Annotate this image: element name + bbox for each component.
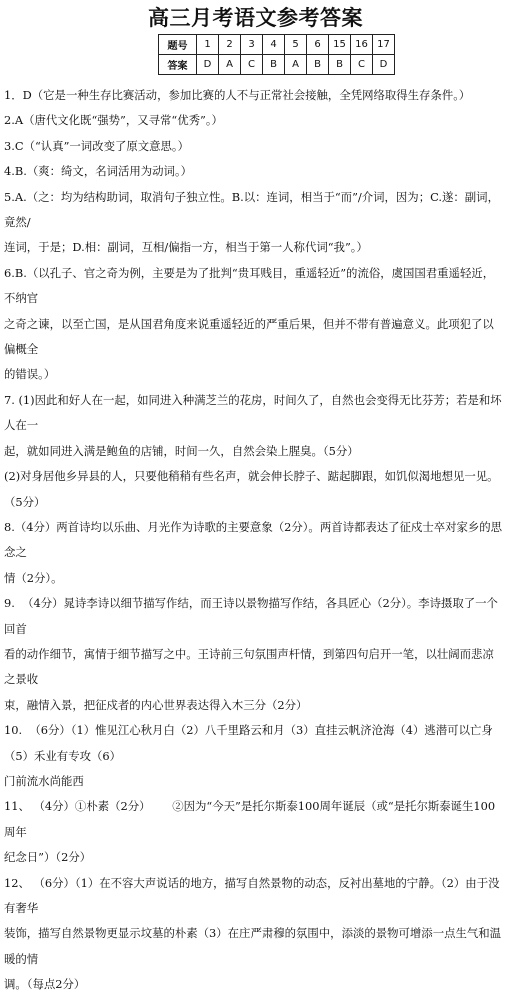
- text-line: (2)对身居他乡异县的人，只要他稍稍有些名声，就会伸长脖子、踮起脚跟，如饥似渴地想见一见。（5分）: [4, 469, 499, 509]
- text-line: 12、 （6分）（1）在不容大声说话的地方，描写自然景物的动态，反衬出墓地的宁静。（2）由于没有奢华: [4, 875, 500, 915]
- text-line: 8.（4分）两首诗均以乐曲、月光作为诗歌的主要意象（2分）。两首诗都表达了征戍士卒对家乡的思念之: [4, 519, 503, 560]
- answer-cell: C: [351, 55, 373, 75]
- answer-cell: C: [241, 55, 263, 75]
- text-line: 门前流水尚能西: [4, 773, 84, 788]
- answer-cell: A: [285, 55, 307, 75]
- text-line: 情（2分）。: [4, 570, 63, 585]
- text-line: 2.A（唐代文化既“强势”，又寻常“优秀”。）: [4, 113, 223, 128]
- answer-table: [158, 34, 395, 75]
- question-number-cell: 3: [241, 35, 263, 55]
- text-line: 起，就如同进入满是鲍鱼的店铺，时间一久，自然会染上腥臭。（5分）: [4, 443, 359, 458]
- text-line: 6.B.（以孔子、官之奇为例，主要是为了批判“贵耳贱目，重遥轻近”的流俗，虞国国君重遥轻近，不纳官: [4, 265, 495, 306]
- question-number-cell: 15: [329, 35, 351, 55]
- question-number-cell: 16: [351, 35, 373, 55]
- text-line: 的错误。）: [4, 367, 56, 382]
- answer-cell: B: [263, 55, 285, 75]
- question-number-cell: 17: [373, 35, 395, 55]
- row-header-answers: 答案: [159, 55, 197, 75]
- answer-body: [4, 83, 504, 998]
- question-number-cell: 4: [263, 35, 285, 55]
- text-line: 装饰，描写自然景物更显示坟墓的朴素（3）在庄严肃穆的氛围中，添淡的景物可增添一点生气和温暖的情: [4, 926, 502, 966]
- question-number-cell: 6: [307, 35, 329, 55]
- answer-cell: B: [329, 55, 351, 75]
- table-row-answers: [159, 55, 395, 75]
- text-line: 连词，于是；D.相：副词，互相/偏指一方，相当于第一人称代词“我”。）: [4, 240, 368, 255]
- text-line: 看的动作细节，寓情于细节描写之中。王诗前三句氛围声杆情，到第四句启开一笔，以壮阔而悲凉之景收: [4, 646, 494, 687]
- page-title: 高三月考语文参考答案: [148, 5, 363, 30]
- row-header-numbers: 题号: [159, 35, 197, 55]
- text-line: 10. （6分）（1）惟见江心秋月白（2）八千里路云和月（3）直挂云帆济沧海（4）逃潜可以亡身（5）禾业有专攻（6）: [4, 723, 493, 763]
- question-number-cell: 2: [219, 35, 241, 55]
- text-line: 1．D（它是一种生存比赛活动，参加比赛的人不与正常社会接触，全凭网络取得生存条件。）: [4, 88, 471, 102]
- question-number-cell: 5: [285, 35, 307, 55]
- text-line: 4.B.（爽：绮文，名词活用为动词。）: [4, 164, 193, 179]
- answer-cell: D: [373, 55, 395, 75]
- text-line: 9. （4分）晁诗李诗以细节描写作结，而王诗以景物描写作结，各具匠心（2分）。李诗摄取了一个回首: [4, 596, 498, 636]
- text-line: 11、 （4分）①朴素（2分） ②因为“今天”是托尔斯泰100周年诞辰（或“是托尔斯泰诞生100周年: [4, 799, 496, 839]
- text-line: 5.A.（之：均为结构助词，取消句子独立性。B.以：连词，相当于“而”/介词，因为；C.遂：副词，竟然/: [4, 189, 499, 230]
- text-line: 纪念日”）（2分）: [4, 850, 92, 865]
- text-line: 束，融情入景，把征戍者的内心世界表达得入木三分（2分）: [4, 697, 308, 712]
- table-row-numbers: [159, 35, 395, 55]
- answer-cell: D: [197, 55, 219, 75]
- question-number-cell: 1: [197, 35, 219, 55]
- text-line: 7. (1)因此和好人在一起，如同进入种满芝兰的花房，时间久了，自然也会变得无比芬芳；若是和坏人在一: [4, 392, 502, 433]
- text-line: 调。（每点2分）: [4, 977, 86, 992]
- text-line: 之奇之谏，以至亡国，是从国君角度来说重遥轻近的严重后果，但并不带有普遍意义。此项犯了以偏概全: [4, 316, 494, 357]
- answer-cell: A: [219, 55, 241, 75]
- text-line: 3.C（“认真”一词改变了原文意思。）: [4, 138, 189, 153]
- answer-cell: B: [307, 55, 329, 75]
